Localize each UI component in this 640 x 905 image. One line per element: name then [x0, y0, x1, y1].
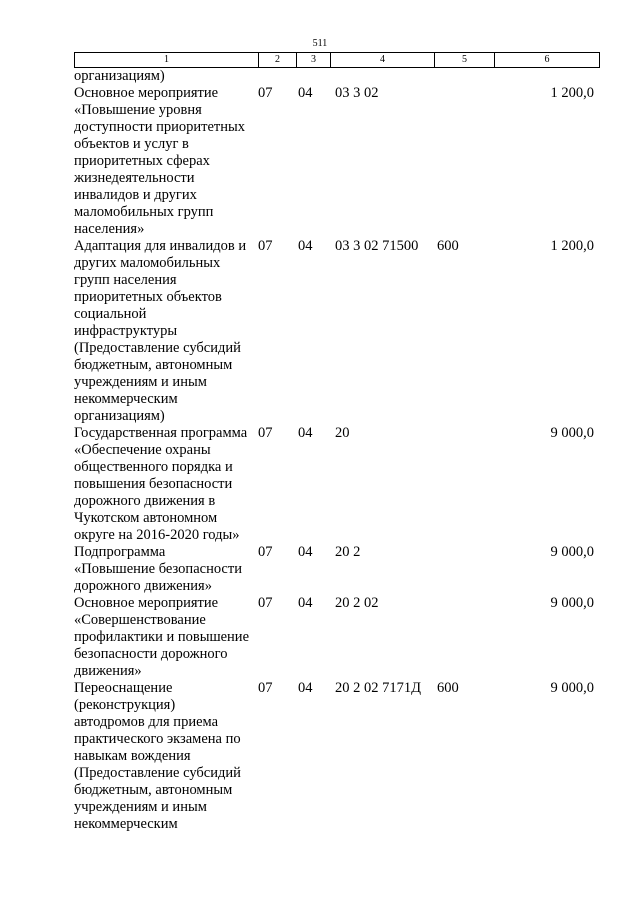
table-row — [74, 85, 599, 238]
row-name: Подпрограмма «Повышение безопасности дорожного движения» — [74, 544, 242, 594]
row-amount: 1 200,0 — [550, 238, 594, 254]
column-header-2: 2 — [259, 53, 297, 68]
column-header-1: 1 — [75, 53, 259, 68]
budget-table-body — [74, 68, 599, 833]
row-expense-type: 600 — [437, 238, 459, 254]
table-row — [74, 595, 599, 680]
column-header-3: 3 — [297, 53, 331, 68]
table-row — [74, 425, 599, 544]
column-header-row — [75, 53, 600, 68]
row-amount: 9 000,0 — [550, 595, 594, 611]
row-name: Государственная программа «Обеспечение охраны общественного порядка и повышения безопасности дорожного движения в Чукотском автономном округе на 2016-2020 годы» — [74, 425, 248, 543]
row-target-article: 20 2 — [335, 544, 361, 560]
row-target-article: 20 — [335, 425, 350, 441]
row-section: 07 — [258, 680, 273, 696]
row-amount: 9 000,0 — [550, 680, 594, 696]
row-expense-type: 600 — [437, 680, 459, 696]
row-name: Переоснащение (реконструкция) автодромов для приема практического экзамена по навыкам вождения (Предоставление субсидий бюджетным, автономным учреждениям и иным некоммерческим — [74, 680, 241, 832]
row-subsection: 04 — [298, 680, 313, 696]
row-section: 07 — [258, 595, 273, 611]
row-target-article: 20 2 02 — [335, 595, 379, 611]
table-row — [74, 68, 599, 85]
row-name: организациям) — [74, 68, 165, 84]
row-subsection: 04 — [298, 85, 313, 101]
row-amount: 1 200,0 — [550, 85, 594, 101]
row-section: 07 — [258, 238, 273, 254]
column-header-4: 4 — [331, 53, 435, 68]
row-section: 07 — [258, 85, 273, 101]
column-header-5: 5 — [435, 53, 495, 68]
row-target-article: 03 3 02 71500 — [335, 238, 419, 254]
row-subsection: 04 — [298, 595, 313, 611]
table-row — [74, 544, 599, 595]
row-subsection: 04 — [298, 425, 313, 441]
row-subsection: 04 — [298, 544, 313, 560]
row-amount: 9 000,0 — [550, 544, 594, 560]
row-amount: 9 000,0 — [550, 425, 594, 441]
row-section: 07 — [258, 544, 273, 560]
row-name: Основное мероприятие «Совершенствование профилактики и повышение безопасности дорожного движения» — [74, 595, 250, 679]
page-number: 511 — [312, 38, 328, 49]
column-header-6: 6 — [495, 53, 600, 68]
row-section: 07 — [258, 425, 273, 441]
table-row — [74, 238, 599, 425]
row-target-article: 03 3 02 — [335, 85, 379, 101]
column-header-table — [74, 52, 600, 68]
row-subsection: 04 — [298, 238, 313, 254]
row-name: Адаптация для инвалидов и других маломобильных групп населения приоритетных объектов социальной инфраструктуры (Предоставление субсидий бюджетным, автономным учреждениям и иным некоммерческим организациям) — [74, 238, 247, 424]
row-name: Основное мероприятие «Повышение уровня доступности приоритетных объектов и услуг в приоритетных сферах жизнедеятельности инвалидов и других маломобильных групп населения» — [74, 85, 245, 237]
row-target-article: 20 2 02 7171Д — [335, 680, 422, 696]
table-row — [74, 680, 599, 833]
